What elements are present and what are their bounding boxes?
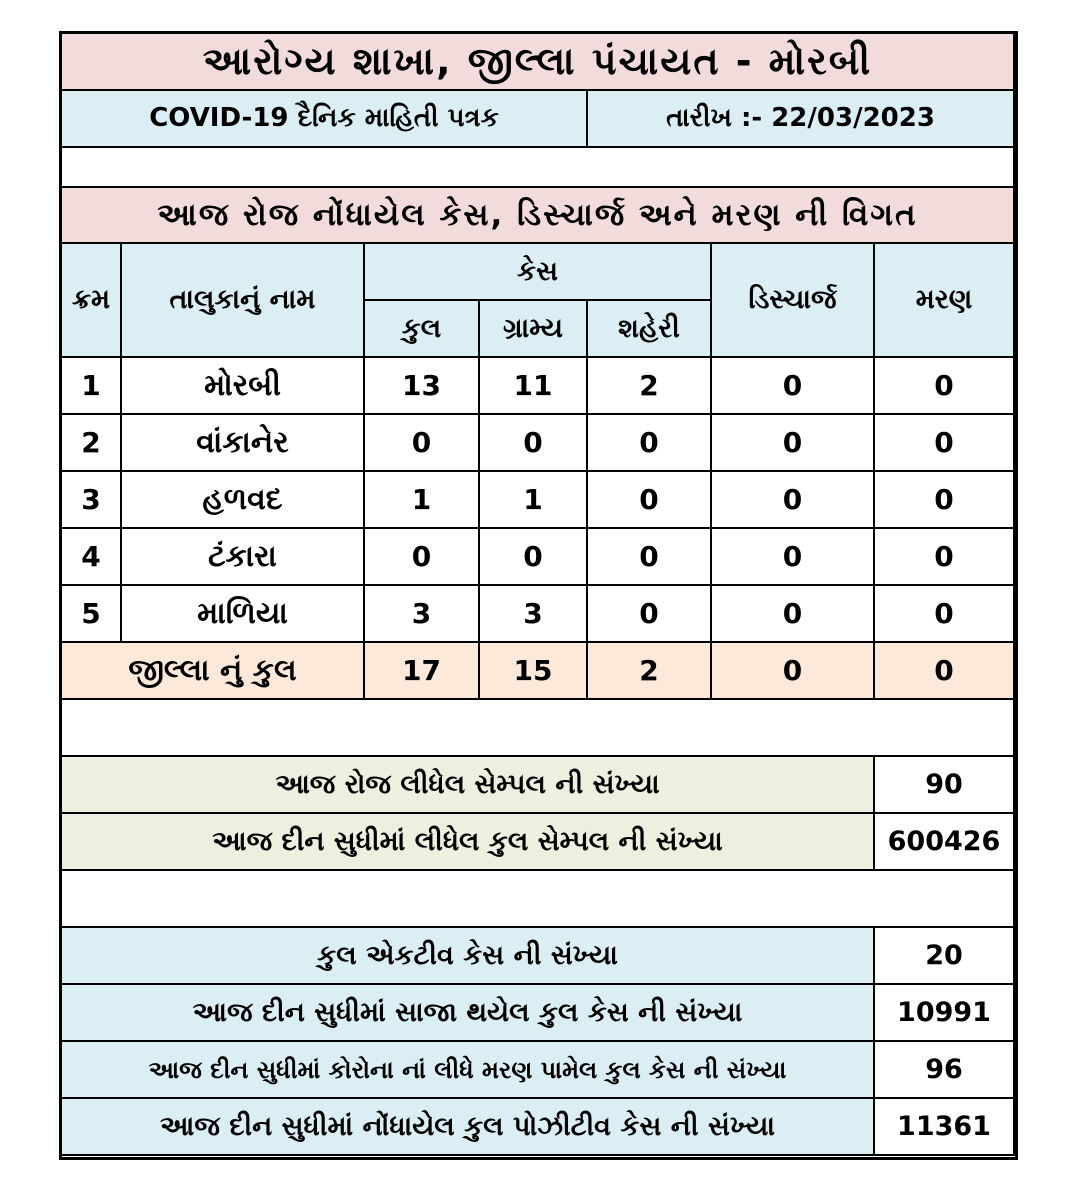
recovered-cases-label: આજ દીન સુધીમાં સાજા થયેલ કુલ કેસ ની સંખ્યા	[61, 984, 874, 1041]
row-discharge: 0	[711, 471, 874, 528]
district-total-cases: 17	[364, 642, 479, 699]
table-row	[61, 357, 1014, 414]
district-total-row	[61, 642, 1014, 699]
positive-cases-value: 11361	[874, 1098, 1014, 1155]
row-serial: 5	[61, 585, 121, 642]
col-death: મરણ	[874, 243, 1014, 357]
col-rural: ગ્રામ્ય	[479, 300, 587, 357]
row-serial: 3	[61, 471, 121, 528]
row-urban: 0	[587, 528, 711, 585]
col-total: કુલ	[364, 300, 479, 357]
district-total-label: જીલ્લા નું કુલ	[61, 642, 364, 699]
row-death: 0	[874, 528, 1014, 585]
section-title: આજ રોજ નોંધાયેલ કેસ, ડિસ્ચાર્જ અને મરણ ની વિગત	[61, 187, 1014, 243]
summary-row	[61, 1041, 1014, 1098]
row-discharge: 0	[711, 414, 874, 471]
sample-row	[61, 813, 1014, 870]
row-taluka-name: હળવદ	[121, 471, 364, 528]
row-serial: 2	[61, 414, 121, 471]
table-row	[61, 585, 1014, 642]
col-serial: ક્રમ	[61, 243, 121, 357]
covid-report-sheet	[60, 32, 1013, 1156]
col-taluka: તાલુકાનું નામ	[121, 243, 364, 357]
row-discharge: 0	[711, 357, 874, 414]
spacer	[61, 147, 1014, 187]
row-serial: 4	[61, 528, 121, 585]
row-rural: 3	[479, 585, 587, 642]
row-rural: 0	[479, 528, 587, 585]
table-row	[61, 414, 1014, 471]
row-death: 0	[874, 414, 1014, 471]
spacer	[61, 870, 1014, 927]
row-total: 3	[364, 585, 479, 642]
samples-total-label: આજ દીન સુધીમાં લીધેલ કુલ સેમ્પલ ની સંખ્યા	[61, 813, 874, 870]
row-serial: 1	[61, 357, 121, 414]
active-cases-label: કુલ એકટીવ કેસ ની સંખ્યા	[61, 927, 874, 984]
row-death: 0	[874, 357, 1014, 414]
col-discharge: ડિસ્ચાર્જ	[711, 243, 874, 357]
district-total-urban: 2	[587, 642, 711, 699]
row-total: 0	[364, 528, 479, 585]
samples-today-label: આજ રોજ લીધેલ સેમ્પલ ની સંખ્યા	[61, 756, 874, 813]
report-date: તારીખ :- 22/03/2023	[587, 90, 1014, 147]
row-rural: 0	[479, 414, 587, 471]
row-total: 1	[364, 471, 479, 528]
recovered-cases-value: 10991	[874, 984, 1014, 1041]
row-taluka-name: મોરબી	[121, 357, 364, 414]
row-death: 0	[874, 585, 1014, 642]
row-urban: 0	[587, 585, 711, 642]
row-rural: 1	[479, 471, 587, 528]
report-table	[60, 32, 1015, 1156]
row-total: 13	[364, 357, 479, 414]
report-name: COVID-19 દૈનિક માહિતી પત્રક	[61, 90, 587, 147]
row-discharge: 0	[711, 528, 874, 585]
row-discharge: 0	[711, 585, 874, 642]
row-total: 0	[364, 414, 479, 471]
death-cases-label: આજ દીન સુધીમાં કોરોના નાં લીધે મરણ પામેલ કુલ કેસ ની સંખ્યા	[61, 1041, 874, 1098]
col-cases: કેસ	[364, 243, 711, 300]
samples-total-value: 600426	[874, 813, 1014, 870]
summary-row	[61, 1098, 1014, 1155]
death-cases-value: 96	[874, 1041, 1014, 1098]
row-taluka-name: માળિયા	[121, 585, 364, 642]
district-total-death: 0	[874, 642, 1014, 699]
row-taluka-name: ટંકારા	[121, 528, 364, 585]
summary-row	[61, 927, 1014, 984]
district-total-discharge: 0	[711, 642, 874, 699]
report-title: આરોગ્ય શાખા, જીલ્લા પંચાયત - મોરબી	[61, 33, 1014, 90]
row-death: 0	[874, 471, 1014, 528]
row-urban: 0	[587, 414, 711, 471]
row-taluka-name: વાંકાનેર	[121, 414, 364, 471]
table-row	[61, 471, 1014, 528]
row-urban: 2	[587, 357, 711, 414]
col-urban: શહેરી	[587, 300, 711, 357]
positive-cases-label: આજ દીન સુધીમાં નોંધાયેલ કુલ પોઝીટીવ કેસ ની સંખ્યા	[61, 1098, 874, 1155]
district-total-rural: 15	[479, 642, 587, 699]
samples-today-value: 90	[874, 756, 1014, 813]
row-urban: 0	[587, 471, 711, 528]
row-rural: 11	[479, 357, 587, 414]
table-row	[61, 528, 1014, 585]
active-cases-value: 20	[874, 927, 1014, 984]
summary-row	[61, 984, 1014, 1041]
sample-row	[61, 756, 1014, 813]
spacer	[61, 699, 1014, 756]
